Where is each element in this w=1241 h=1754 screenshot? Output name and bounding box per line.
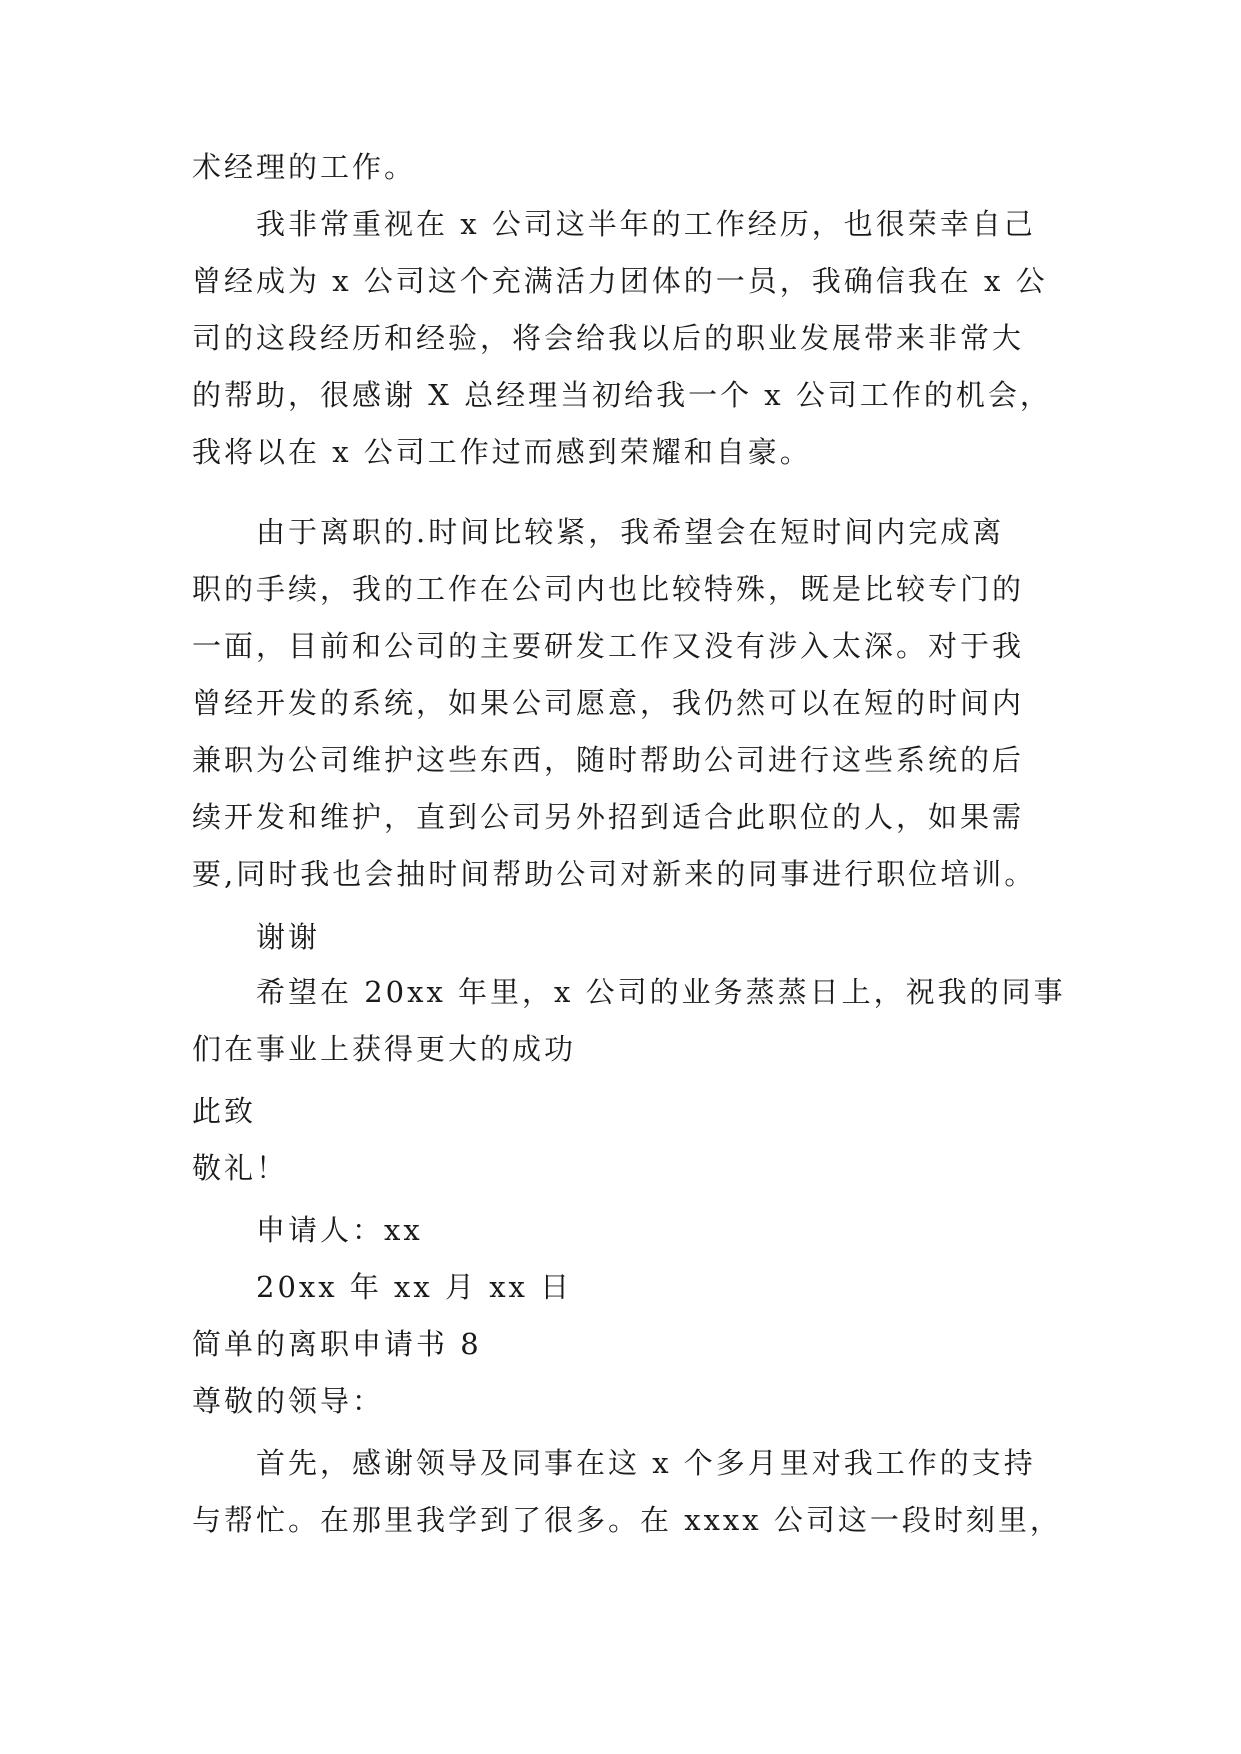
text-line-12: 续开发和维护，直到公司另外招到适合此职位的人，如果需 bbox=[192, 800, 1025, 834]
text-line-1: 术经理的工作。 bbox=[192, 150, 417, 184]
text-line-13: 要,同时我也会抽时间帮助公司对新来的同事进行职位培训。 bbox=[192, 857, 1037, 891]
text-line-7: 由于离职的.时间比较紧，我希望会在短时间内完成离 bbox=[256, 515, 1005, 549]
text-line-3: 曾经成为 x 公司这个充满活力团体的一员，我确信我在 x 公 bbox=[192, 264, 1048, 298]
text-line-10: 曾经开发的系统，如果公司愿意，我仍然可以在短的时间内 bbox=[192, 686, 1025, 720]
text-line-15: 希望在 20xx 年里，x 公司的业务蒸蒸日上，祝我的同事 bbox=[256, 975, 1066, 1009]
text-line-8: 职的手续，我的工作在公司内也比较特殊，既是比较专门的 bbox=[192, 572, 1025, 606]
text-line-18: 敬礼！ bbox=[192, 1151, 289, 1185]
text-line-19: 申请人：xx bbox=[256, 1213, 423, 1247]
text-line-22: 尊敬的领导： bbox=[192, 1384, 385, 1418]
text-line-21: 简单的离职申请书 8 bbox=[192, 1327, 482, 1361]
text-line-23: 首先，感谢领导及同事在这 x 个多月里对我工作的支持 bbox=[256, 1446, 1036, 1480]
text-line-5: 的帮助，很感谢 X 总经理当初给我一个 x 公司工作的机会， bbox=[192, 378, 1052, 412]
text-line-24: 与帮忙。在那里我学到了很多。在 xxxx 公司这一段时刻里， bbox=[192, 1503, 1062, 1537]
text-line-14: 谢谢 bbox=[256, 920, 321, 954]
text-line-17: 此致 bbox=[192, 1094, 257, 1128]
text-line-2: 我非常重视在 x 公司这半年的工作经历，也很荣幸自己 bbox=[256, 207, 1036, 241]
text-line-6: 我将以在 x 公司工作过而感到荣耀和自豪。 bbox=[192, 435, 812, 469]
text-line-20: 20xx 年 xx 月 xx 日 bbox=[256, 1270, 573, 1304]
text-line-4: 司的这段经历和经验，将会给我以后的职业发展带来非常大 bbox=[192, 321, 1025, 355]
text-line-16: 们在事业上获得更大的成功 bbox=[192, 1032, 577, 1066]
text-line-11: 兼职为公司维护这些东西，随时帮助公司进行这些系统的后 bbox=[192, 743, 1025, 777]
text-line-9: 一面，目前和公司的主要研发工作又没有涉入太深。对于我 bbox=[192, 629, 1025, 663]
